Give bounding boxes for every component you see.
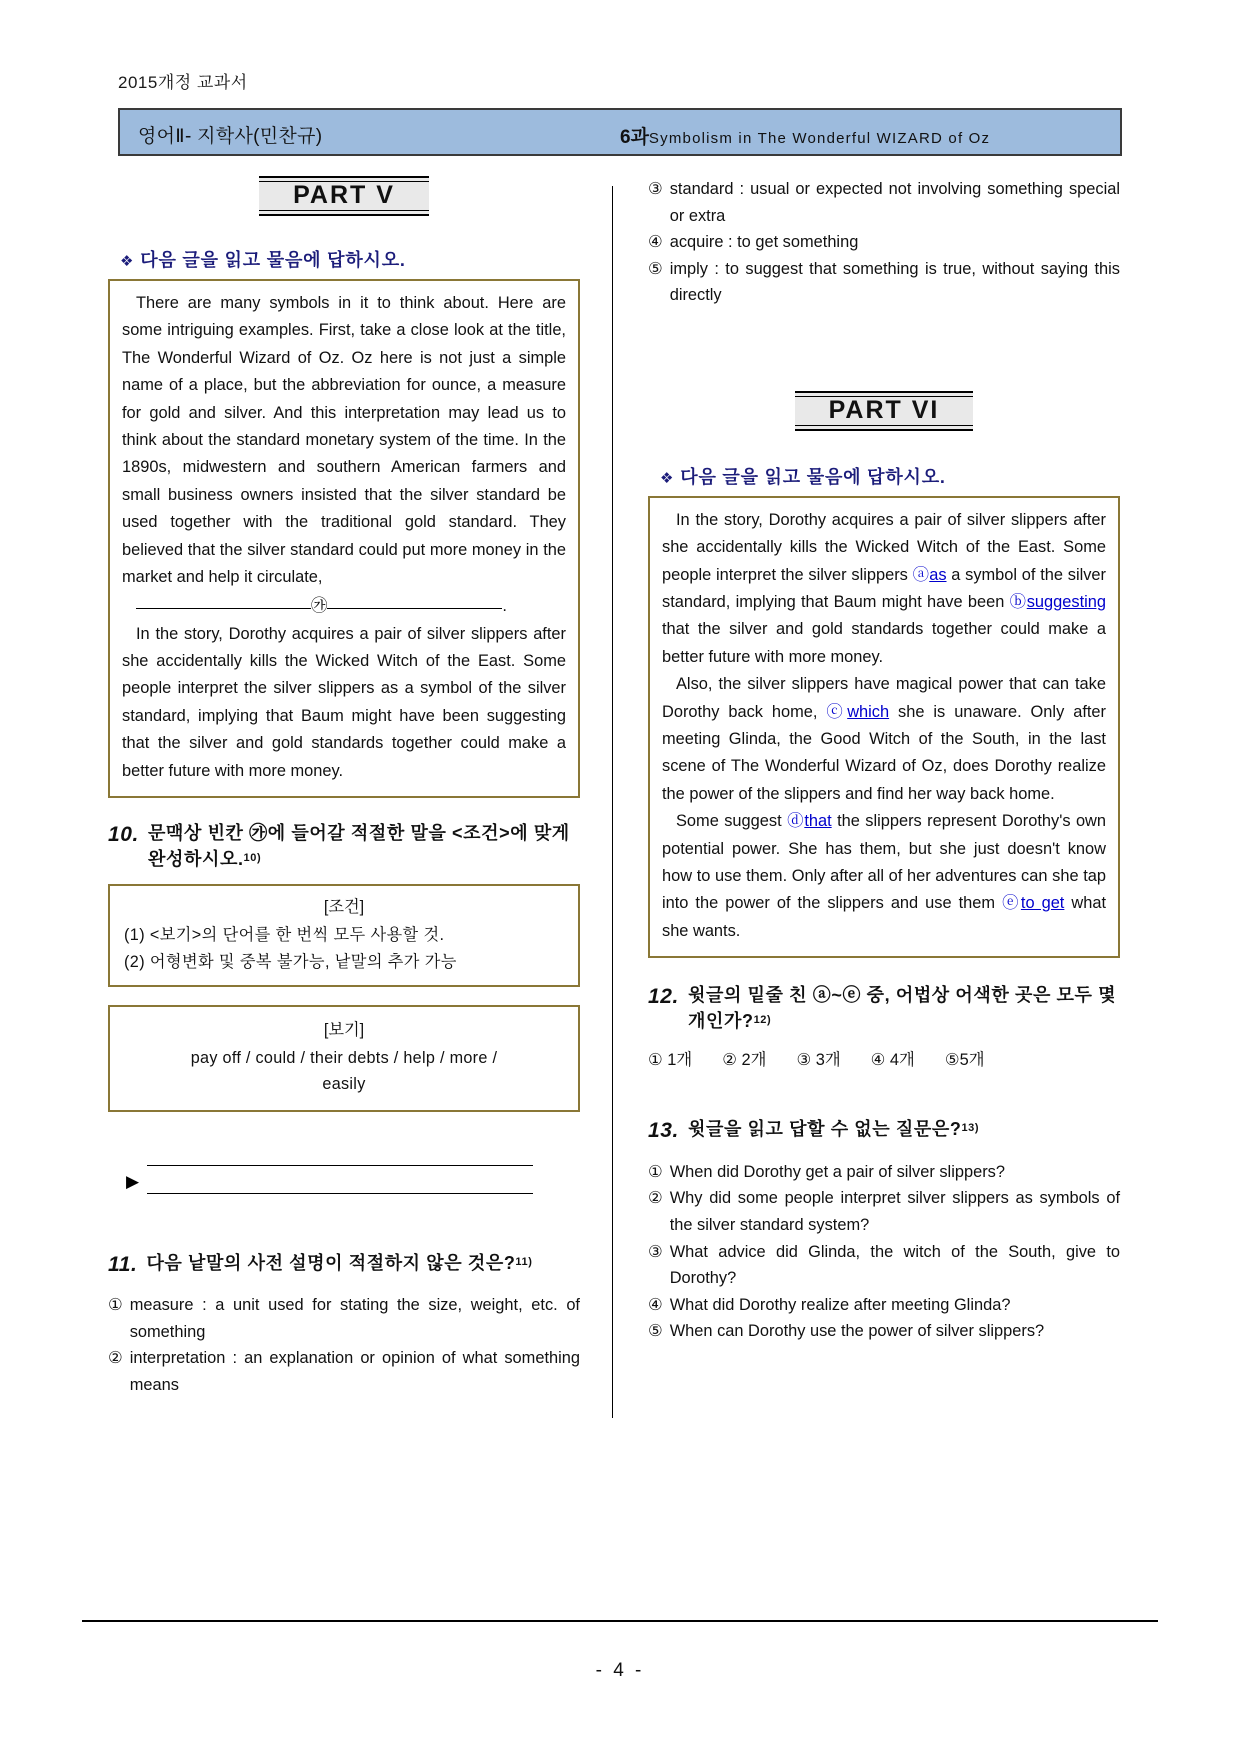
question-10 bbox=[108, 820, 580, 1194]
option-text: What advice did Glinda, the witch of the South, give to Dorothy? bbox=[669, 1242, 1120, 1288]
rp3-s1: Some suggest bbox=[676, 812, 782, 831]
marker-e-circle: ⓔ bbox=[1002, 894, 1021, 913]
marker-d-text: that bbox=[804, 812, 832, 831]
rp1-s2: a symbol of the silver standard, implying that Baum might have been bbox=[662, 565, 1106, 612]
question-12-prompt: 윗글의 밑줄 친 ⓐ~ⓔ 중, 어법상 어색한 곳은 모두 몇 개인가? bbox=[688, 985, 1117, 1032]
diamond-icon: ❖ bbox=[120, 253, 135, 270]
option-text: interpretation : an explanation or opinion of what something means bbox=[129, 1349, 580, 1394]
diamond-icon: ❖ bbox=[660, 469, 675, 487]
triangle-pointer-icon: ▶ bbox=[126, 1171, 140, 1191]
question-11 bbox=[108, 1250, 580, 1399]
question-12 bbox=[648, 982, 1120, 1070]
part-v-banner-wrap bbox=[108, 176, 580, 216]
right-passage-box bbox=[648, 496, 1120, 958]
left-directive-text: 다음 글을 읽고 물음에 답하시오. bbox=[140, 250, 406, 270]
answer-line-1[interactable] bbox=[147, 1138, 533, 1166]
condition-box bbox=[108, 884, 580, 987]
question-11-number: 11. bbox=[108, 1252, 138, 1276]
right-passage-paragraph-2 bbox=[662, 671, 1106, 808]
blank-tail: . bbox=[502, 597, 507, 616]
question-10-number: 10. bbox=[108, 823, 139, 847]
option-item[interactable] bbox=[722, 1046, 766, 1070]
question-10-head bbox=[108, 820, 580, 872]
option-text: When can Dorothy use the power of silver slippers? bbox=[669, 1322, 1045, 1341]
marker-e-text: to get bbox=[1020, 894, 1065, 913]
question-13-head bbox=[648, 1116, 1120, 1146]
option-text: When did Dorothy get a pair of silver slippers? bbox=[669, 1162, 1005, 1181]
question-10-prompt: 문맥상 빈칸 ㉮에 들어갈 적절한 말을 <조건>에 맞게 완성하시오. bbox=[148, 823, 570, 870]
header-lesson-number: 6과 bbox=[620, 127, 649, 148]
option-marker: ④ bbox=[648, 1295, 663, 1314]
answer-line-2[interactable] bbox=[147, 1166, 533, 1194]
answer-write-lines[interactable] bbox=[147, 1138, 580, 1194]
marker-d-circle: ⓓ bbox=[787, 812, 805, 831]
marker-e bbox=[1002, 894, 1064, 912]
marker-a-text: as bbox=[929, 565, 947, 584]
option-text: measure : a unit used for stating the size, weight, etc. of something bbox=[129, 1296, 580, 1341]
option-marker: ③ bbox=[796, 1051, 812, 1070]
header-lesson-title bbox=[620, 122, 990, 149]
option-marker: ② bbox=[722, 1051, 737, 1070]
option-item[interactable] bbox=[108, 1345, 580, 1398]
marker-a-circle: ⓐ bbox=[912, 565, 930, 584]
option-text: 4개 bbox=[889, 1051, 915, 1070]
question-11-options bbox=[108, 1292, 580, 1398]
footer-divider bbox=[82, 1620, 1158, 1622]
option-marker: ③ bbox=[648, 1242, 663, 1261]
option-text: What did Dorothy realize after meeting Glinda? bbox=[669, 1295, 1011, 1314]
option-marker: ⑤ bbox=[648, 259, 663, 278]
left-passage-p1-text: There are many symbols in it to think about. Here are some intriguing examples. First, take a close look at the title, The Wonderful Wizard of Oz. Oz here is not just a simple name of a place, but the abbreviation for ounce, a measure for gold and silver. And this interpretation may lead us to think about the standard monetary system of the time. In the 1890s, midwestern and southern American farmers and small business owners insisted that the silver standard be used together with the traditional gold standard. They believed that the silver standard could put more money in the market and help it circulate, bbox=[122, 294, 566, 586]
sample-words-line-1: pay off / could / their debts / help / more / bbox=[190, 1049, 498, 1068]
option-marker: ② bbox=[108, 1349, 123, 1368]
marker-b-text: suggesting bbox=[1026, 593, 1106, 612]
marker-c bbox=[826, 703, 889, 721]
blank-marker: ㉮ bbox=[311, 597, 328, 616]
option-text: 5개 bbox=[959, 1051, 985, 1070]
option-marker: ⑤ bbox=[648, 1322, 663, 1341]
answer-area-q10 bbox=[108, 1138, 580, 1194]
option-item[interactable] bbox=[648, 1318, 1120, 1345]
option-item[interactable] bbox=[796, 1046, 840, 1070]
question-13-number: 13. bbox=[648, 1119, 679, 1143]
option-marker: ③ bbox=[648, 180, 663, 198]
question-11-options-continued bbox=[648, 176, 1120, 309]
question-11-text bbox=[146, 1250, 580, 1280]
question-13-options bbox=[648, 1159, 1120, 1345]
blank-rule-left bbox=[136, 608, 311, 609]
option-item[interactable] bbox=[108, 1292, 580, 1345]
condition-line-2: (2) 어형변화 및 중복 불가능, 낱말의 추가 가능 bbox=[124, 952, 457, 971]
option-marker: ① bbox=[648, 1051, 663, 1070]
question-12-text bbox=[688, 982, 1120, 1034]
rp2-s1: Also, the silver slippers have magical power that can take Dorothy back home, bbox=[662, 675, 1106, 721]
option-marker: ④ bbox=[648, 233, 663, 252]
left-passage-box bbox=[108, 279, 580, 798]
option-marker: ④ bbox=[870, 1051, 886, 1070]
sample-word-box bbox=[108, 1005, 580, 1112]
answer-row bbox=[126, 1138, 580, 1194]
right-passage-paragraph-3 bbox=[662, 808, 1106, 945]
sample-words-line-2: easily bbox=[322, 1075, 366, 1094]
right-passage-paragraph-1 bbox=[662, 507, 1106, 671]
left-column bbox=[108, 176, 580, 1398]
question-12-number: 12. bbox=[648, 985, 679, 1009]
header-subject: 영어Ⅱ- 지학사(민찬규) bbox=[138, 126, 323, 147]
question-12-options bbox=[648, 1046, 1120, 1070]
header-title-bar bbox=[118, 108, 1122, 156]
option-item[interactable] bbox=[648, 1185, 1120, 1238]
rp3-s2: the slippers represent Dorothy's own potential power. She has them, but she just doesn't know how to use them. Only after all of her adventures can she tap into the power of the slippers and use them bbox=[662, 812, 1107, 913]
rp2-s2: she is unaware. Only after meeting Glinda, the Good Witch of the South, in the last scene of The Wonderful Wizard of Oz, does Dorothy realize the power of the slippers and find her way back home. bbox=[662, 702, 1107, 803]
option-item[interactable] bbox=[648, 176, 1120, 229]
sample-box-caption: [보기] bbox=[323, 1020, 365, 1039]
left-passage-paragraph-2: In the story, Dorothy acquires a pair of silver slippers after she accidentally kills the Wicked Witch of the East. Some people interpret the silver slippers as a symbol of the silver standard, implying that Baum might have been suggesting that the silver and gold standards together could make a better future with more money. bbox=[122, 624, 566, 780]
marker-b bbox=[1010, 593, 1106, 611]
left-passage-paragraph-1 bbox=[122, 290, 566, 621]
rp3-s3: what she wants. bbox=[662, 894, 1107, 940]
option-item[interactable] bbox=[871, 1046, 915, 1070]
option-marker: ⑤ bbox=[944, 1051, 960, 1070]
option-item[interactable] bbox=[648, 229, 1120, 256]
marker-a bbox=[913, 566, 947, 584]
part-vi-banner-wrap bbox=[648, 391, 1120, 431]
question-13-footnote: 13) bbox=[961, 1122, 980, 1135]
option-marker: ① bbox=[108, 1296, 123, 1315]
question-10-text bbox=[148, 820, 580, 872]
header-lesson-name: Symbolism in The Wonderful WIZARD of Oz bbox=[648, 130, 991, 147]
option-marker: ① bbox=[648, 1162, 663, 1181]
blank-rule-right bbox=[327, 608, 502, 609]
right-column bbox=[648, 176, 1120, 1345]
condition-line-1: (1) <보기>의 단어를 한 번씩 모두 사용할 것. bbox=[124, 926, 445, 945]
marker-c-text: which bbox=[847, 702, 890, 721]
part-v-banner: PART V bbox=[259, 176, 429, 216]
rp1-s3: that the silver and gold standards together could make a better future with more money. bbox=[662, 620, 1106, 666]
marker-d bbox=[787, 812, 832, 830]
option-text: 3개 bbox=[815, 1051, 841, 1070]
marker-b-circle: ⓑ bbox=[1009, 593, 1027, 612]
option-item[interactable] bbox=[648, 1239, 1120, 1292]
fill-in-blank-line bbox=[122, 593, 566, 620]
option-text: standard : usual or expected not involving something special or extra bbox=[669, 180, 1120, 225]
option-text: Why did some people interpret silver slippers as symbols of the silver standard system? bbox=[669, 1189, 1120, 1234]
right-directive bbox=[660, 463, 1120, 489]
option-item[interactable] bbox=[648, 1046, 692, 1070]
question-11-head bbox=[108, 1250, 580, 1280]
marker-c-circle: ⓒ bbox=[826, 702, 848, 721]
question-13 bbox=[648, 1116, 1120, 1344]
option-item[interactable] bbox=[945, 1046, 985, 1070]
condition-box-caption: [조건] bbox=[323, 898, 365, 917]
right-directive-text: 다음 글을 읽고 물음에 답하시오. bbox=[680, 466, 946, 487]
question-13-prompt: 윗글을 읽고 답할 수 없는 질문은? bbox=[688, 1119, 962, 1140]
question-12-footnote: 12) bbox=[753, 1014, 772, 1027]
page-number: - 4 - bbox=[595, 1660, 645, 1681]
option-text: 2개 bbox=[741, 1051, 767, 1070]
question-12-head bbox=[648, 982, 1120, 1034]
option-marker: ② bbox=[648, 1189, 663, 1208]
column-divider bbox=[612, 186, 613, 1418]
option-item[interactable] bbox=[648, 256, 1120, 309]
option-text: acquire : to get something bbox=[669, 233, 859, 252]
rp1-s1: In the story, Dorothy acquires a pair of silver slippers after she accidentally kills the Wicked Witch of the East. Some people interpret the silver slippers bbox=[662, 510, 1106, 584]
option-text: imply : to suggest that something is true, without saying this directly bbox=[669, 259, 1120, 305]
part-vi-banner: PART VI bbox=[795, 391, 974, 431]
question-11-prompt: 다음 낱말의 사전 설명이 적절하지 않은 것은? bbox=[146, 1252, 516, 1273]
option-item[interactable] bbox=[648, 1292, 1120, 1319]
option-text: 1개 bbox=[667, 1051, 693, 1070]
question-13-text bbox=[688, 1116, 1120, 1146]
question-10-footnote: 10) bbox=[243, 852, 262, 865]
option-item[interactable] bbox=[648, 1159, 1120, 1186]
question-11-footnote: 11) bbox=[515, 1255, 533, 1268]
document-label: 2015개정 교과서 bbox=[118, 73, 248, 92]
left-directive bbox=[120, 246, 580, 272]
